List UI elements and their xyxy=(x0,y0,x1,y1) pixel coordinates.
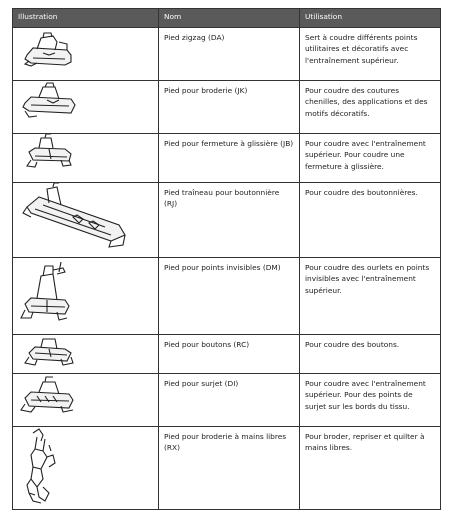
cell-nom: Pied pour broderie à mains libres (RX) xyxy=(159,427,300,510)
zipper-foot-icon xyxy=(13,134,158,182)
illustration-cell xyxy=(13,134,159,183)
free-motion-foot-icon xyxy=(13,427,158,509)
table-row xyxy=(13,258,441,335)
illustration-cell xyxy=(13,28,159,81)
overcast-foot-icon xyxy=(13,374,158,426)
table-row xyxy=(13,374,441,427)
cell-nom: Pied pour points invisibles (DM) xyxy=(159,258,300,335)
button-foot-icon xyxy=(13,335,158,373)
table-row xyxy=(13,134,441,183)
header-nom: Nom xyxy=(159,9,300,28)
cell-utilisation: Pour coudre avec l'entraînement supérieur. Pour des points de surjet sur les bords du tissu. xyxy=(300,374,441,427)
illustration-cell xyxy=(13,374,159,427)
illustration-cell xyxy=(13,258,159,335)
table-row xyxy=(13,427,441,510)
table-row xyxy=(13,183,441,258)
cell-nom: Pied traîneau pour boutonnière (RJ) xyxy=(159,183,300,258)
blind-stitch-foot-icon xyxy=(13,258,158,334)
cell-utilisation: Sert à coudre différents points utilitaires et décoratifs avec l'entraînement supérieur. xyxy=(300,28,441,81)
table-row xyxy=(13,81,441,134)
cell-nom: Pied zigzag (DA) xyxy=(159,28,300,81)
illustration-cell xyxy=(13,183,159,258)
cell-nom: Pied pour broderie (JK) xyxy=(159,81,300,134)
header-utilisation: Utilisation xyxy=(300,9,441,28)
cell-utilisation: Pour coudre des ourlets en points invisibles avec l'entraînement supérieur. xyxy=(300,258,441,335)
cell-nom: Pied pour boutons (RC) xyxy=(159,335,300,374)
presser-feet-table xyxy=(12,8,440,510)
cell-utilisation: Pour coudre des coutures chenilles, des applications et des motifs décoratifs. xyxy=(300,81,441,134)
header-illustration: Illustration xyxy=(13,9,159,28)
table-row xyxy=(13,335,441,374)
illustration-cell xyxy=(13,81,159,134)
buttonhole-foot-icon xyxy=(13,183,158,257)
illustration-cell xyxy=(13,427,159,510)
cell-utilisation: Pour coudre avec l'entraînement supérieur. Pour coudre une fermeture à glissière. xyxy=(300,134,441,183)
table-row xyxy=(13,28,441,81)
illustration-cell xyxy=(13,335,159,374)
cell-utilisation: Pour coudre des boutonnières. xyxy=(300,183,441,258)
embroidery-foot-icon xyxy=(13,81,158,133)
table-header-row xyxy=(13,9,441,28)
cell-utilisation: Pour broder, repriser et quilter à mains libres. xyxy=(300,427,441,510)
cell-utilisation: Pour coudre des boutons. xyxy=(300,335,441,374)
zigzag-foot-icon xyxy=(13,28,158,80)
cell-nom: Pied pour fermeture à glissière (JB) xyxy=(159,134,300,183)
cell-nom: Pied pour surjet (DI) xyxy=(159,374,300,427)
